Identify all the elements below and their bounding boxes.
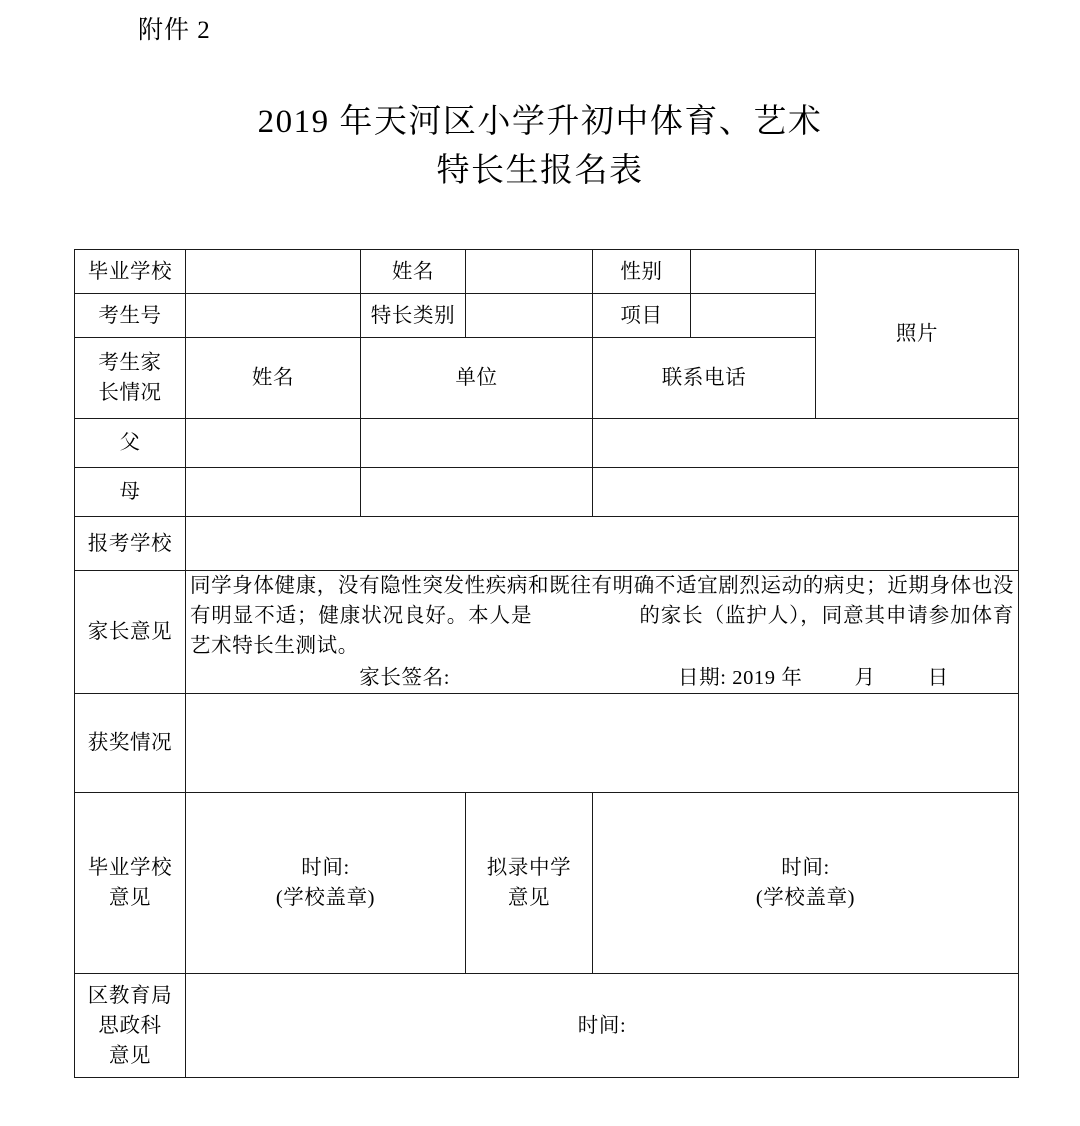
label-parent-info-line-1: 考生家 [98, 352, 162, 374]
label-graduation-school-opinion [75, 793, 186, 974]
field-specialty-type-value[interactable] [466, 294, 593, 338]
field-father-phone[interactable] [593, 419, 1019, 468]
label-mother: 母 [75, 468, 186, 517]
label-graduation-school-opinion-line-2: 意见 [108, 887, 152, 909]
table-row-apply-school [75, 517, 1019, 571]
table-row-mother [75, 468, 1019, 517]
table-row-awards [75, 694, 1019, 793]
field-graduation-school-value[interactable] [186, 250, 361, 294]
field-mother-name[interactable] [186, 468, 361, 517]
label-bureau-opinion [75, 974, 186, 1078]
field-admitting-school-opinion[interactable] [593, 793, 1019, 974]
date-month: 月 [854, 667, 876, 689]
field-father-workplace[interactable] [361, 419, 593, 468]
field-mother-workplace[interactable] [361, 468, 593, 517]
label-bureau-opinion-line-3: 意见 [108, 1044, 152, 1067]
parent-opinion-content [186, 571, 1019, 694]
label-parent-info-line-2: 长情况 [98, 382, 162, 404]
field-awards-value[interactable] [186, 694, 1019, 793]
field-mother-phone[interactable] [593, 468, 1019, 517]
date-year: 2019 年 [732, 667, 803, 689]
table-row-graduation-school [75, 250, 1019, 294]
field-gender-value[interactable] [691, 250, 816, 294]
page-title [0, 98, 1080, 196]
label-parent-opinion: 家长意见 [75, 571, 186, 694]
label-admitting-school-seal: (学校盖章) [755, 887, 856, 909]
label-parent-workplace: 单位 [361, 338, 593, 419]
page-title-line-2: 特长生报名表 [436, 153, 644, 189]
date-day: 日 [927, 667, 949, 689]
field-candidate-number-value[interactable] [186, 294, 361, 338]
label-graduation-school-time: 时间: [301, 857, 350, 879]
parent-signature-line [190, 663, 1014, 693]
field-bureau-opinion[interactable] [186, 974, 1019, 1078]
table-row-bureau-opinion [75, 974, 1019, 1078]
label-admitting-school-opinion-line-1: 拟录中学 [486, 857, 572, 879]
table-row-parent-opinion [75, 571, 1019, 694]
label-gender: 性别 [593, 250, 691, 294]
field-father-name[interactable] [186, 419, 361, 468]
attachment-label: 附件 2 [138, 17, 211, 44]
table-row-school-opinions [75, 793, 1019, 974]
label-specialty-type: 特长类别 [361, 294, 466, 338]
label-graduation-school-seal: (学校盖章) [275, 887, 376, 909]
label-bureau-opinion-line-2: 思政科 [98, 1014, 162, 1037]
label-parent-info [75, 338, 186, 419]
table-row-father [75, 419, 1019, 468]
page-title-line-1: 2019 年天河区小学升初中体育、艺术 [257, 104, 823, 140]
label-father: 父 [75, 419, 186, 468]
label-bureau-time: 时间: [577, 1014, 627, 1037]
label-admitting-school-time: 时间: [781, 857, 830, 879]
label-parent-signature: 家长签名: [359, 667, 450, 689]
label-student-name: 姓名 [361, 250, 466, 294]
label-date: 日期: [678, 667, 727, 689]
label-parent-phone: 联系电话 [593, 338, 816, 419]
field-project-value[interactable] [691, 294, 816, 338]
label-awards: 获奖情况 [75, 694, 186, 793]
label-admitting-school-opinion-line-2: 意见 [507, 887, 551, 909]
field-graduation-school-opinion[interactable] [186, 793, 466, 974]
label-graduation-school-opinion-line-1: 毕业学校 [87, 857, 173, 879]
registration-form-table [74, 249, 1019, 1078]
field-apply-school-value[interactable] [186, 517, 1019, 571]
label-parent-name: 姓名 [186, 338, 361, 419]
label-candidate-number: 考生号 [75, 294, 186, 338]
label-bureau-opinion-line-1: 区教育局 [87, 984, 173, 1007]
label-graduation-school: 毕业学校 [75, 250, 186, 294]
label-apply-school: 报考学校 [75, 517, 186, 571]
parent-opinion-paragraph: 同学身体健康，没有隐性突发性疾病和既往有明确不适宜剧烈运动的病史；近期身体也没有明显不适；健康状况良好。本人是 的家长（监护人），同意其申请参加体育艺术特长生测试。 [190, 575, 1014, 657]
photo-placeholder: 照片 [816, 250, 1019, 419]
field-student-name-value[interactable] [466, 250, 593, 294]
label-project: 项目 [593, 294, 691, 338]
label-admitting-school-opinion [466, 793, 593, 974]
